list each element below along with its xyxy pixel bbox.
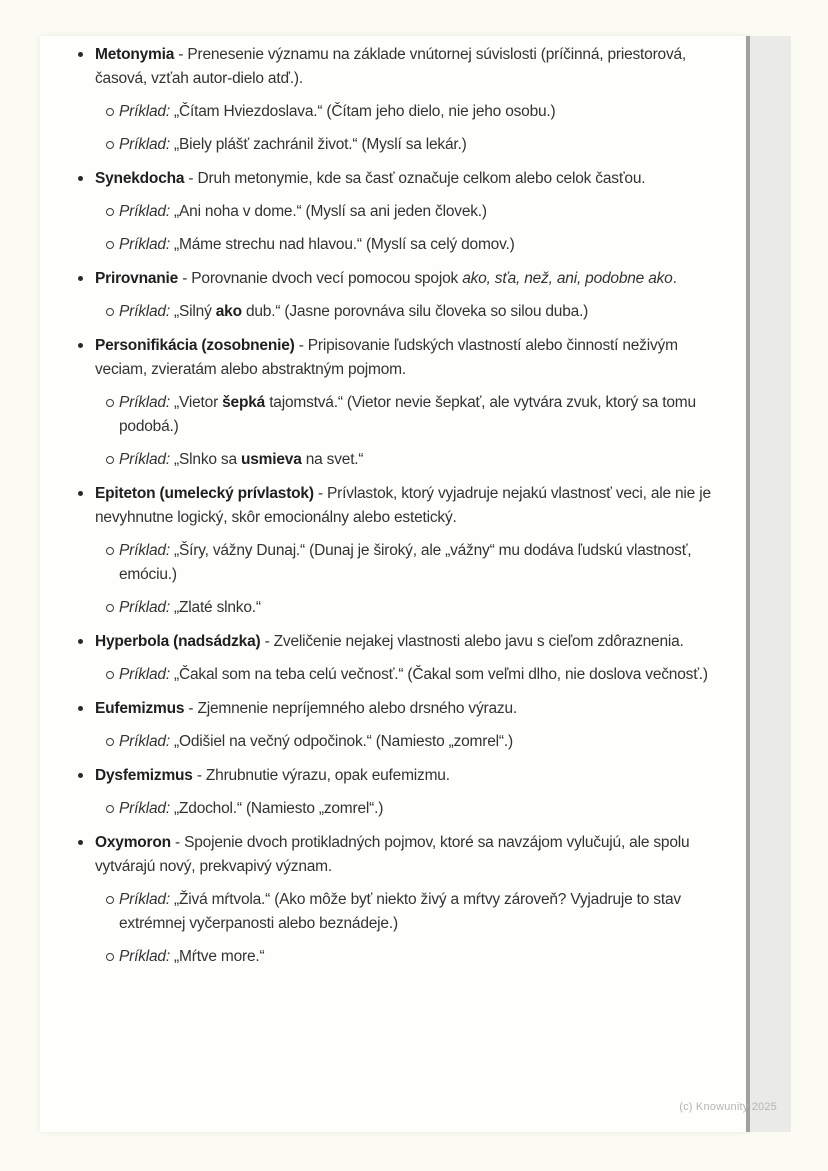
examples-list [95,730,725,754]
text-segment: Eufemizmus [95,700,185,717]
examples-list [95,539,725,620]
text-segment: šepká [222,394,266,411]
example-item [119,730,725,754]
text-segment: „Máme strechu nad hlavou.“ (Myslí sa celý domov.) [169,236,515,253]
text-segment: Príklad: [119,103,170,120]
term-item-hyperbola [95,630,725,687]
text-segment: - Zjemnenie nepríjemného alebo drsného výrazu. [184,700,517,717]
example-item [119,797,725,821]
text-segment: Príklad: [119,136,170,153]
examples-list [95,391,725,472]
term-item-epiteton [95,482,725,620]
text-segment: Príklad: [119,203,170,220]
scrollbar-track[interactable] [750,36,791,1132]
text-segment: Príklad: [119,666,170,683]
text-segment: „Ani noha v dome.“ (Myslí sa ani jeden človek.) [169,203,487,220]
text-segment: Príklad: [119,733,170,750]
examples-list [95,663,725,687]
term-item-oxymoron [95,831,725,969]
example-item [119,391,725,439]
text-segment: „Silný [169,303,216,320]
text-segment: „Čakal som na teba celú večnosť.“ (Čakal som veľmi dlho, nie doslova večnosť.) [169,666,708,683]
example-item [119,539,725,587]
examples-list [95,300,725,324]
example-item [119,300,725,324]
term-item-prirovnanie [95,267,725,324]
scrollbar-thumb[interactable] [746,36,750,1132]
text-segment: „Zdochol.“ (Namiesto „zomrel“.) [169,800,384,817]
term-heading [95,334,725,382]
text-segment: - Zhrubnutie výrazu, opak eufemizmu. [192,767,450,784]
text-segment: Príklad: [119,948,170,965]
text-segment: „Zlaté slnko.“ [169,599,261,616]
text-segment: Príklad: [119,599,170,616]
text-segment: ako, sťa, než, ani, podobne ako [462,270,673,287]
term-heading [95,630,725,654]
document-page [40,36,750,1132]
text-segment: Príklad: [119,891,170,908]
examples-list [95,200,725,257]
text-segment: „Čítam Hviezdoslava.“ (Čítam jeho dielo, nie jeho osobu.) [169,103,556,120]
text-segment: Príklad: [119,800,170,817]
text-segment: Oxymoron [95,834,171,851]
examples-list [95,888,725,969]
text-segment: „Slnko sa [169,451,241,468]
term-item-eufemizmus [95,697,725,754]
text-segment: Príklad: [119,394,170,411]
text-segment: na svet.“ [301,451,364,468]
example-item [119,663,725,687]
text-segment: - Zveličenie nejakej vlastnosti alebo javu s cieľom zdôraznenia. [260,633,684,650]
examples-list [95,100,725,157]
text-segment: tajomstvá.“ (Vietor nevie šepkať, ale vytvára zvuk, ktorý sa tomu podobá.) [119,394,696,435]
text-segment: Metonymia [95,46,175,63]
text-segment: - Spojenie dvoch protikladných pojmov, ktoré sa navzájom vylučujú, ale spolu vytvárajú nový, prekvapivý význam. [95,834,690,875]
text-segment: Príklad: [119,236,170,253]
text-segment: Príklad: [119,542,170,559]
text-segment: „Biely plášť zachránil život.“ (Myslí sa lekár.) [169,136,467,153]
example-item [119,888,725,936]
text-segment: Hyperbola (nadsádzka) [95,633,261,650]
text-segment: „Mŕtve more.“ [169,948,265,965]
example-item [119,133,725,157]
text-segment: - Porovnanie dvoch vecí pomocou spojok [178,270,463,287]
term-heading [95,831,725,879]
text-segment: - Prenesenie významu na základe vnútornej súvislosti (príčinná, priestorová, časová, vzťah autor-dielo atď.). [95,46,687,87]
text-segment: „Živá mŕtvola.“ (Ako môže byť niekto živý a mŕtvy zároveň? Vyjadruje to stav extrémnej vyčerpanosti alebo beznádeje.) [119,891,681,932]
text-segment: Dysfemizmus [95,767,193,784]
term-item-dysfemizmus [95,764,725,821]
text-segment: Príklad: [119,451,170,468]
terms-list [40,36,750,969]
text-segment: - Druh metonymie, kde sa časť označuje celkom alebo celok časťou. [184,170,646,187]
watermark: (c) Knowunity 2025 [679,1101,777,1113]
term-item-personifikacia [95,334,725,472]
text-segment: - Prívlastok, ktorý vyjadruje nejakú vlastnosť veci, ale nie je nevyhnutne logický, skôr emocionálny alebo estetický. [95,485,711,526]
text-segment: Epiteton (umelecký prívlastok) [95,485,314,502]
term-heading [95,482,725,530]
examples-list [95,797,725,821]
term-heading [95,764,725,788]
example-item [119,945,725,969]
example-item [119,200,725,224]
example-item [119,233,725,257]
text-segment: „Vietor [169,394,223,411]
term-heading [95,267,725,291]
example-item [119,100,725,124]
example-item [119,448,725,472]
text-segment: „Šíry, vážny Dunaj.“ (Dunaj je široký, ale „vážny“ mu dodáva ľudskú vlastnosť, emóciu.) [119,542,692,583]
text-segment: Synekdocha [95,170,185,187]
term-heading [95,697,725,721]
text-segment: dub.“ (Jasne porovnáva silu človeka so silou duba.) [241,303,589,320]
text-segment: - Pripisovanie ľudských vlastností alebo činností neživým veciam, zvieratám alebo abstraktným pojmom. [95,337,678,378]
term-item-synekdocha [95,167,725,257]
term-item-metonymia [95,43,725,157]
text-segment: Prirovnanie [95,270,179,287]
term-heading [95,167,725,191]
text-segment: Personifikácia (zosobnenie) [95,337,295,354]
text-segment: Príklad: [119,303,170,320]
text-segment: „Odišiel na večný odpočinok.“ (Namiesto „zomrel“.) [169,733,513,750]
text-segment: usmieva [240,451,302,468]
text-segment: ako [215,303,242,320]
example-item [119,596,725,620]
text-segment: . [672,270,677,287]
term-heading [95,43,725,91]
